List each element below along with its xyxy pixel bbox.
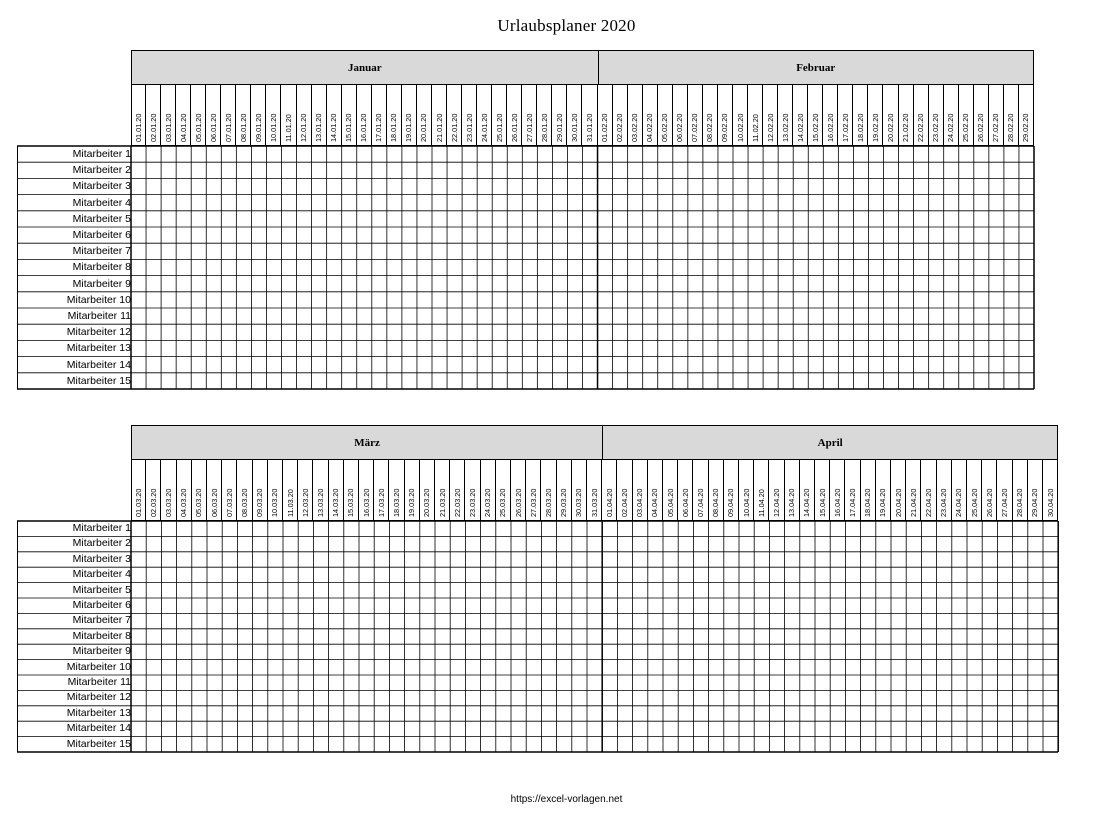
employee-name: Mitarbeiter 10 <box>66 660 131 673</box>
date-label: 15.04.20 <box>817 488 827 517</box>
date-column-header <box>793 85 808 146</box>
date-label: 20.04.20 <box>893 488 903 517</box>
employee-name: Mitarbeiter 10 <box>66 293 131 306</box>
date-label: 11.01.20 <box>284 114 294 142</box>
date-label: 22.01.20 <box>449 113 459 142</box>
date-label: 25.02.20 <box>961 113 971 142</box>
date-label: 21.04.20 <box>908 488 918 517</box>
date-label: 18.01.20 <box>389 113 399 142</box>
date-column-header <box>778 85 793 146</box>
date-column-header <box>131 85 146 146</box>
date-label: 05.04.20 <box>665 488 675 517</box>
date-label: 31.01.20 <box>585 113 595 142</box>
date-column-header <box>967 460 982 521</box>
date-column-header <box>432 85 447 146</box>
date-label: 23.01.20 <box>464 113 474 142</box>
date-label: 12.03.20 <box>300 488 310 517</box>
date-column-header <box>800 460 815 521</box>
date-column-header <box>297 85 312 146</box>
employee-name: Mitarbeiter 14 <box>66 358 131 371</box>
employee-name: Mitarbeiter 8 <box>72 261 131 274</box>
employee-name: Mitarbeiter 1 <box>72 148 131 160</box>
date-label: 19.03.20 <box>407 488 417 517</box>
date-label: 30.04.20 <box>1045 488 1055 517</box>
date-label: 26.02.20 <box>976 113 986 142</box>
date-column-header <box>823 85 838 146</box>
date-label: 03.03.20 <box>164 488 173 517</box>
date-column-header <box>283 460 298 521</box>
date-label: 03.01.20 <box>163 113 173 142</box>
date-label: 01.03.20 <box>133 488 143 517</box>
calendar-block-jan-feb <box>17 50 1036 391</box>
date-label: 01.02.20 <box>600 113 610 142</box>
date-column-header <box>253 460 268 521</box>
date-column-header <box>838 85 853 146</box>
date-label: 21.03.20 <box>437 488 447 517</box>
date-column-header <box>830 460 845 521</box>
date-column-header <box>161 85 176 146</box>
date-label: 11.03.20 <box>285 489 295 517</box>
date-label: 27.03.20 <box>528 488 538 517</box>
date-column-header <box>688 85 703 146</box>
date-column-header <box>357 85 372 146</box>
date-column-header <box>944 85 959 146</box>
date-column-header <box>845 460 860 521</box>
date-column-header <box>876 460 891 521</box>
date-column-header <box>298 460 313 521</box>
date-label: 31.03.20 <box>589 488 599 517</box>
date-column-header <box>237 460 252 521</box>
date-column-header <box>450 460 465 521</box>
date-column-header <box>853 85 868 146</box>
date-label: 17.03.20 <box>376 488 386 517</box>
employee-name: Mitarbeiter 8 <box>72 629 131 642</box>
date-column-header <box>192 460 207 521</box>
date-column-header <box>374 460 389 521</box>
date-label: 13.03.20 <box>316 488 325 517</box>
date-label: 18.03.20 <box>392 488 401 517</box>
employee-name: Mitarbeiter 15 <box>66 737 131 750</box>
date-column-header <box>703 85 718 146</box>
employee-name: Mitarbeiter 7 <box>72 614 131 627</box>
date-label: 08.01.20 <box>238 113 248 142</box>
date-label: 28.02.20 <box>1006 113 1016 142</box>
date-column-header <box>733 85 748 146</box>
date-label: 14.04.20 <box>802 488 812 517</box>
date-label: 05.02.20 <box>660 113 670 142</box>
date-column-header <box>678 460 693 521</box>
date-label: 26.03.20 <box>513 488 523 517</box>
date-label: 26.04.20 <box>984 488 994 517</box>
date-column-header <box>899 85 914 146</box>
date-label: 24.03.20 <box>483 488 493 517</box>
date-column-header <box>222 460 237 521</box>
date-column-header <box>648 460 663 521</box>
date-label: 18.04.20 <box>863 488 873 517</box>
date-column-header <box>206 85 221 146</box>
date-column-header <box>496 460 511 521</box>
date-column-header <box>1028 460 1043 521</box>
employee-name: Mitarbeiter 4 <box>72 196 131 209</box>
date-label: 02.02.20 <box>615 113 625 142</box>
date-label: 09.04.20 <box>726 488 736 517</box>
date-label: 10.02.20 <box>735 113 745 142</box>
date-label: 24.02.20 <box>946 113 956 142</box>
date-column-header <box>522 85 537 146</box>
date-label: 20.03.20 <box>422 488 432 517</box>
date-column-header <box>268 460 283 521</box>
date-column-header <box>435 460 450 521</box>
date-label: 06.02.20 <box>675 113 685 142</box>
date-label: 10.04.20 <box>741 488 751 517</box>
date-column-header <box>997 460 1012 521</box>
date-label: 25.03.20 <box>498 488 508 517</box>
date-column-header <box>617 460 632 521</box>
date-label: 15.03.20 <box>346 488 356 517</box>
date-column-header <box>1019 85 1034 146</box>
date-column-header <box>511 460 526 521</box>
date-label: 08.03.20 <box>240 488 249 517</box>
date-label: 26.01.20 <box>509 113 519 142</box>
date-label: 22.03.20 <box>452 488 462 517</box>
date-column-header <box>929 85 944 146</box>
date-label: 12.04.20 <box>772 488 781 517</box>
employee-name: Mitarbeiter 14 <box>66 722 131 735</box>
date-label: 21.01.20 <box>434 113 444 142</box>
date-column-header <box>633 460 648 521</box>
date-label: 06.03.20 <box>209 488 219 517</box>
date-column-header <box>420 460 435 521</box>
date-label: 13.04.20 <box>787 488 797 517</box>
date-column-header <box>462 85 477 146</box>
date-column-header <box>131 460 146 521</box>
date-label: 05.01.20 <box>193 113 203 142</box>
date-column-header <box>251 85 266 146</box>
date-label: 25.04.20 <box>969 488 979 517</box>
date-column-header <box>372 85 387 146</box>
date-column-header <box>921 460 936 521</box>
date-label: 09.01.20 <box>253 113 263 142</box>
date-column-header <box>815 460 830 521</box>
date-label: 19.04.20 <box>878 488 888 517</box>
date-label: 12.01.20 <box>299 113 309 142</box>
date-column-header <box>313 460 328 521</box>
date-column-header <box>937 460 952 521</box>
date-column-header <box>739 460 754 521</box>
date-column-header <box>329 460 344 521</box>
calendar-block-mar-apr <box>17 425 1060 754</box>
employee-name: Mitarbeiter 15 <box>66 374 131 387</box>
date-label: 02.03.20 <box>148 488 158 517</box>
date-column-header <box>526 460 541 521</box>
date-column-header <box>628 85 643 146</box>
employee-name: Mitarbeiter 7 <box>72 245 131 258</box>
date-column-header <box>891 460 906 521</box>
date-column-header <box>748 85 763 146</box>
date-column-header <box>402 85 417 146</box>
date-label: 11.04.20 <box>756 489 766 517</box>
date-column-header <box>312 85 327 146</box>
date-column-header <box>481 460 496 521</box>
date-column-header <box>161 460 176 521</box>
date-column-header <box>191 85 206 146</box>
employee-name: Mitarbeiter 12 <box>66 691 131 704</box>
date-label: 22.04.20 <box>924 488 933 517</box>
date-label: 13.01.20 <box>314 113 324 142</box>
date-label: 25.01.20 <box>494 113 504 142</box>
date-column-header <box>266 85 281 146</box>
page-title: Urlaubsplaner 2020 <box>497 16 636 35</box>
date-label: 14.02.20 <box>795 113 805 142</box>
date-label: 20.01.20 <box>419 113 429 142</box>
date-label: 04.02.20 <box>645 113 655 142</box>
date-column-header <box>974 85 989 146</box>
employee-name: Mitarbeiter 6 <box>72 229 131 241</box>
date-column-header <box>598 85 613 146</box>
date-label: 07.02.20 <box>690 113 700 142</box>
date-column-header <box>146 85 161 146</box>
date-label: 16.03.20 <box>361 488 371 517</box>
employee-name: Mitarbeiter 2 <box>72 537 131 550</box>
date-column-header <box>769 460 784 521</box>
date-column-header <box>673 85 688 146</box>
date-label: 14.03.20 <box>331 488 341 517</box>
date-column-header <box>709 460 724 521</box>
date-column-header <box>785 460 800 521</box>
date-column-header <box>177 460 192 521</box>
date-label: 29.01.20 <box>554 113 564 142</box>
date-column-header <box>763 85 778 146</box>
date-column-header <box>387 85 402 146</box>
date-label: 17.01.20 <box>374 113 384 142</box>
date-label: 29.04.20 <box>1030 488 1040 517</box>
date-label: 10.03.20 <box>270 488 280 517</box>
date-label: 06.04.20 <box>680 488 690 517</box>
employee-name: Mitarbeiter 2 <box>72 164 131 177</box>
date-label: 30.01.20 <box>569 113 579 142</box>
month-header-märz: März <box>131 425 603 460</box>
date-label: 28.01.20 <box>539 113 549 142</box>
date-column-header <box>718 85 733 146</box>
date-column-header <box>221 85 236 146</box>
employee-name: Mitarbeiter 12 <box>66 326 131 339</box>
date-column-header <box>359 460 374 521</box>
employee-name: Mitarbeiter 3 <box>72 552 131 565</box>
date-label: 02.01.20 <box>148 113 158 142</box>
date-label: 28.04.20 <box>1015 488 1025 517</box>
employee-name: Mitarbeiter 11 <box>67 676 131 688</box>
employee-name: Mitarbeiter 11 <box>67 310 131 322</box>
date-label: 10.01.20 <box>268 113 278 142</box>
date-label: 08.04.20 <box>711 488 721 517</box>
date-label: 06.01.20 <box>208 113 218 142</box>
month-header-februar: Februar <box>598 50 1034 85</box>
date-column-header <box>507 85 522 146</box>
date-column-header <box>613 85 628 146</box>
date-label: 16.02.20 <box>825 113 835 142</box>
date-column-header <box>952 460 967 521</box>
date-label: 15.01.20 <box>344 113 354 142</box>
date-column-header <box>1013 460 1028 521</box>
date-label: 03.04.20 <box>635 488 645 517</box>
date-label: 09.02.20 <box>720 113 730 142</box>
date-column-header <box>884 85 899 146</box>
date-column-header <box>389 460 404 521</box>
date-label: 22.02.20 <box>916 113 926 142</box>
date-label: 30.03.20 <box>574 488 584 517</box>
employee-name: Mitarbeiter 13 <box>66 706 131 719</box>
date-label: 23.02.20 <box>931 113 941 142</box>
date-label: 27.04.20 <box>1000 488 1009 517</box>
date-column-header <box>914 85 929 146</box>
date-column-header <box>602 460 617 521</box>
date-column-header <box>342 85 357 146</box>
date-column-header <box>808 85 823 146</box>
date-column-header <box>344 460 359 521</box>
date-label: 16.01.20 <box>359 113 369 142</box>
employee-name: Mitarbeiter 9 <box>72 277 131 290</box>
date-column-header <box>754 460 769 521</box>
date-column-header <box>557 460 572 521</box>
date-column-header <box>541 460 556 521</box>
date-column-header <box>236 85 251 146</box>
date-column-header <box>572 460 587 521</box>
date-label: 14.01.20 <box>329 113 339 142</box>
date-label: 07.04.20 <box>696 488 705 517</box>
date-column-header <box>658 85 673 146</box>
date-column-header <box>1043 460 1058 521</box>
date-label: 02.04.20 <box>620 488 629 517</box>
employee-name: Mitarbeiter 5 <box>72 583 131 596</box>
date-label: 24.01.20 <box>479 113 489 142</box>
date-column-header <box>663 460 678 521</box>
date-label: 17.02.20 <box>840 113 850 142</box>
date-label: 28.03.20 <box>544 488 553 517</box>
date-label: 05.03.20 <box>194 488 204 517</box>
employee-name: Mitarbeiter 4 <box>72 568 131 581</box>
date-label: 03.02.20 <box>630 113 640 142</box>
month-header-april: April <box>602 425 1058 460</box>
date-label: 11.02.20 <box>750 114 760 142</box>
date-column-header <box>552 85 567 146</box>
date-column-header <box>327 85 342 146</box>
month-header-januar: Januar <box>131 50 599 85</box>
date-label: 13.02.20 <box>780 113 790 142</box>
date-column-header <box>176 85 191 146</box>
date-label: 16.04.20 <box>832 488 842 517</box>
date-label: 15.02.20 <box>810 113 820 142</box>
date-column-header <box>567 85 582 146</box>
date-label: 23.04.20 <box>939 488 949 517</box>
date-label: 17.04.20 <box>848 488 857 517</box>
date-column-header <box>1004 85 1019 146</box>
date-column-header <box>868 85 883 146</box>
date-column-header <box>587 460 602 521</box>
date-label: 04.04.20 <box>650 488 660 517</box>
date-column-header <box>537 85 552 146</box>
employee-name: Mitarbeiter 5 <box>72 212 131 225</box>
date-column-header <box>447 85 462 146</box>
footer-url[interactable]: https://excel-vorlagen.net <box>510 794 623 805</box>
date-column-header <box>492 85 507 146</box>
date-column-header <box>282 85 297 146</box>
date-column-header <box>982 460 997 521</box>
date-column-header <box>417 85 432 146</box>
date-label: 29.03.20 <box>559 488 569 517</box>
date-label: 29.02.20 <box>1021 113 1031 142</box>
date-label: 07.03.20 <box>224 488 234 517</box>
date-column-header <box>693 460 708 521</box>
date-column-header <box>906 460 921 521</box>
date-label: 27.02.20 <box>991 113 1001 142</box>
date-label: 27.01.20 <box>524 113 534 142</box>
date-label: 01.04.20 <box>604 488 614 517</box>
date-label: 23.03.20 <box>468 488 477 517</box>
date-label: 09.03.20 <box>255 488 265 517</box>
date-label: 04.03.20 <box>179 488 189 517</box>
date-label: 07.01.20 <box>223 113 233 142</box>
date-label: 21.02.20 <box>901 113 911 142</box>
date-column-header <box>861 460 876 521</box>
date-column-header <box>959 85 974 146</box>
date-column-header <box>146 460 161 521</box>
date-label: 19.01.20 <box>404 113 414 142</box>
employee-name: Mitarbeiter 6 <box>72 599 131 611</box>
date-column-header <box>724 460 739 521</box>
date-label: 24.04.20 <box>954 488 964 517</box>
date-column-header <box>989 85 1004 146</box>
date-label: 19.02.20 <box>870 113 880 142</box>
employee-name: Mitarbeiter 9 <box>72 645 131 658</box>
date-column-header <box>477 85 492 146</box>
date-column-header <box>583 85 598 146</box>
date-label: 20.02.20 <box>886 113 896 142</box>
employee-name: Mitarbeiter 13 <box>66 342 131 355</box>
date-label: 18.02.20 <box>855 113 865 142</box>
date-label: 12.02.20 <box>765 113 775 142</box>
date-column-header <box>465 460 480 521</box>
date-label: 08.02.20 <box>705 113 715 142</box>
employee-name: Mitarbeiter 1 <box>72 522 131 534</box>
date-column-header <box>405 460 420 521</box>
date-label: 01.01.20 <box>133 113 143 142</box>
employee-name: Mitarbeiter 3 <box>72 180 131 193</box>
date-column-header <box>207 460 222 521</box>
date-label: 04.01.20 <box>178 113 188 142</box>
date-column-header <box>643 85 658 146</box>
